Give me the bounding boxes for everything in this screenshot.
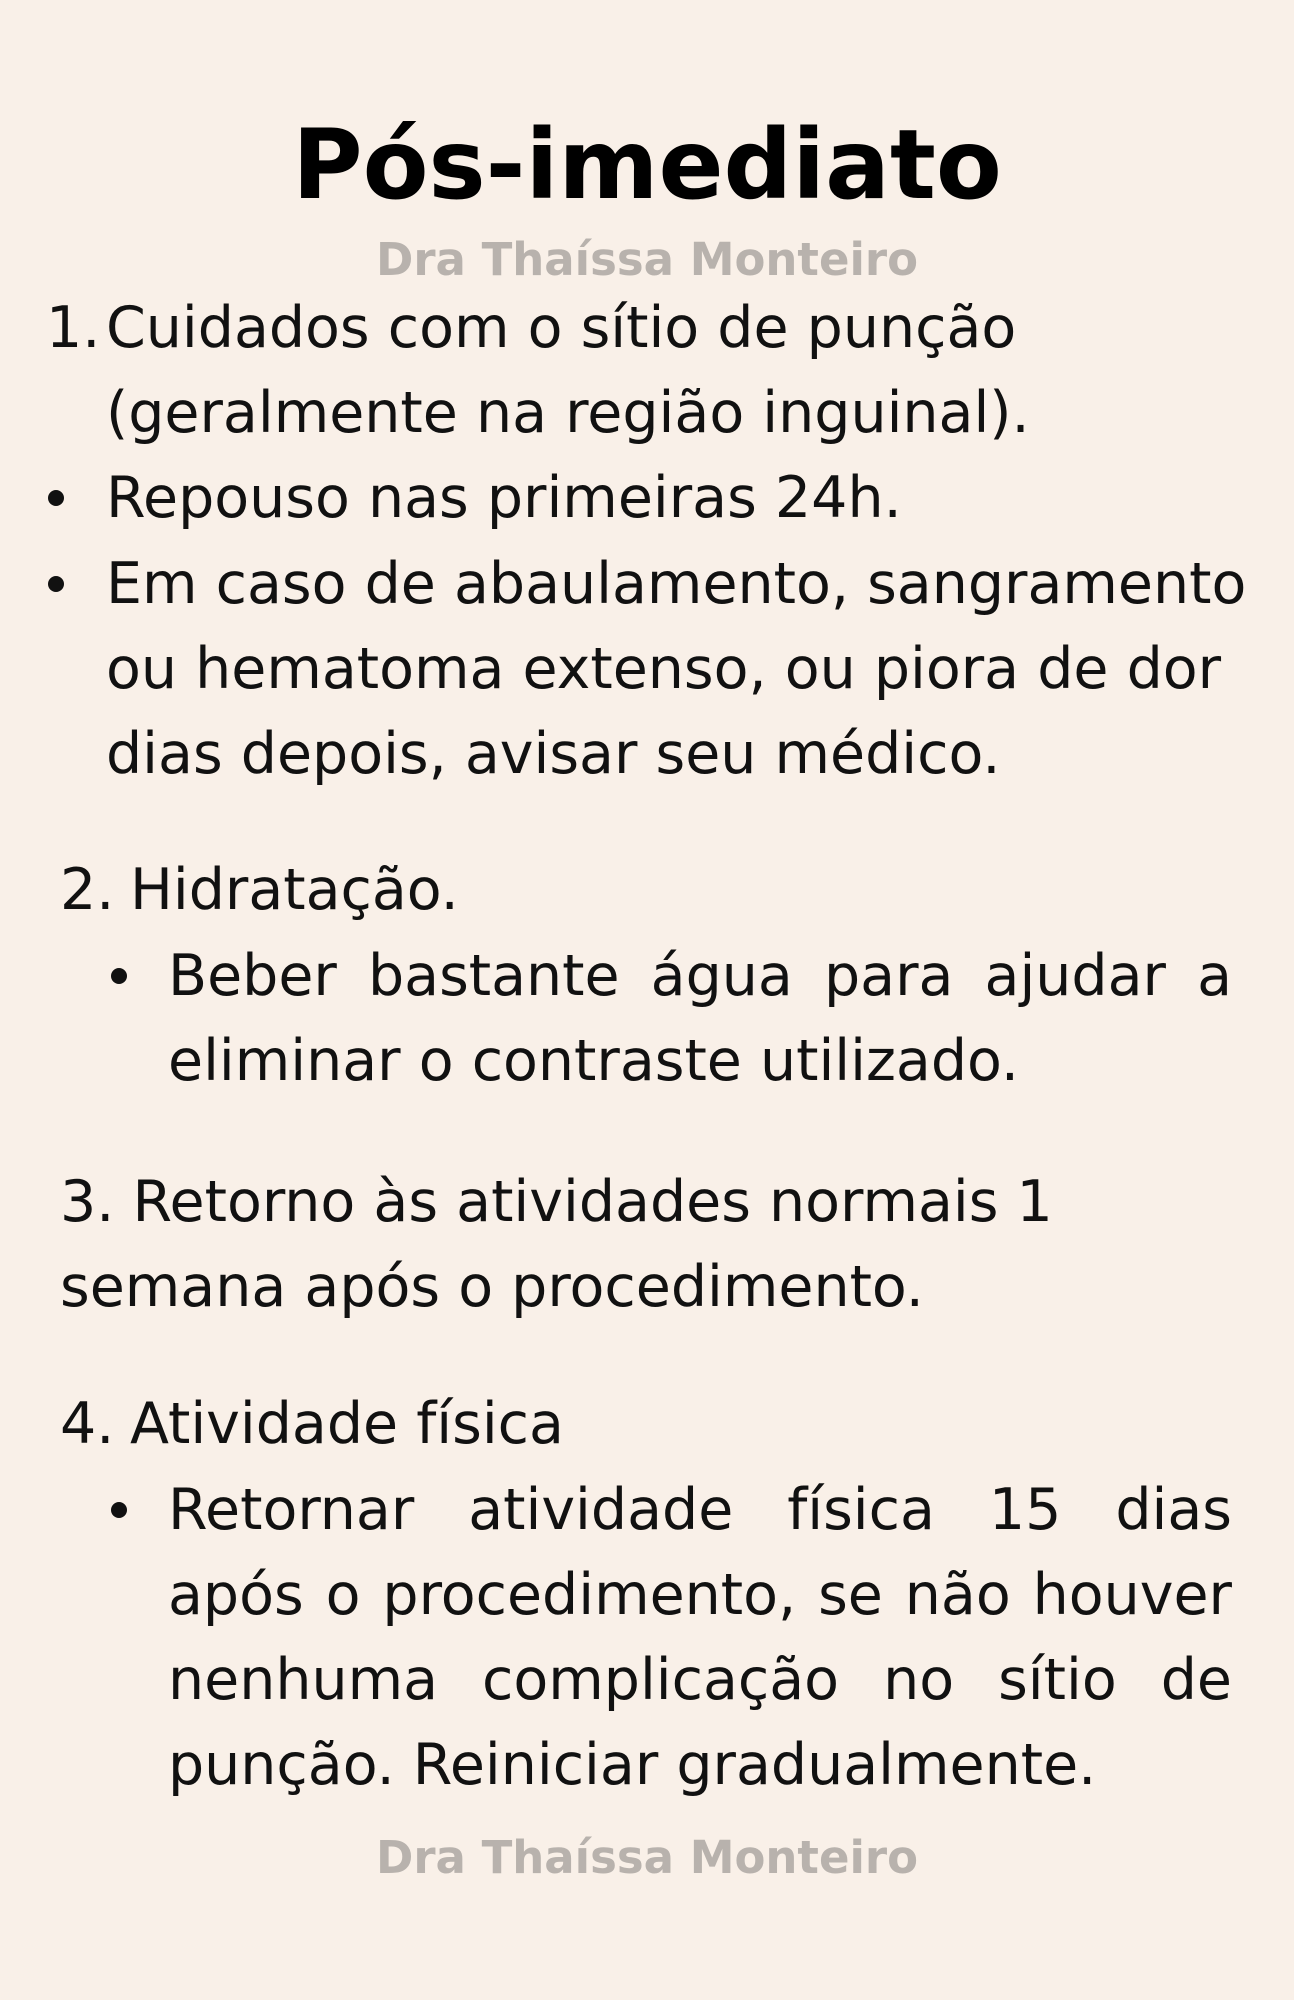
page-title: Pós-imediato: [292, 109, 1002, 221]
author-name-top: Dra Thaíssa Monteiro: [376, 233, 918, 286]
bullet-dot: [48, 576, 64, 592]
section-3-number: 3.: [60, 1169, 115, 1235]
section-2-heading: Hidratação.: [130, 857, 459, 923]
section-3-heading: Retorno às atividades normais 1 semana após o procedimento.: [60, 1169, 1053, 1320]
section-1-bullet-1: Repouso nas primeiras 24h.: [106, 465, 902, 531]
section-4-heading: Atividade física: [130, 1391, 564, 1457]
section-2-number: 2.: [60, 857, 115, 923]
bullet-dot: [111, 1502, 127, 1518]
section-4-bullet-1: Retornar atividade física 15 dias após o procedimento, se não houver nenhuma complicação no sítio de punção. Reiniciar gradualmente.: [168, 1477, 1232, 1798]
section-2-bullet-1: Beber bastante água para ajudar a eliminar o contraste utilizado.: [168, 943, 1232, 1094]
bullet-dot: [111, 968, 127, 984]
author-name-bottom: Dra Thaíssa Monteiro: [376, 1831, 918, 1884]
section-1-heading: Cuidados com o sítio de punção (geralmente na região inguinal).: [106, 295, 1030, 446]
section-1-number: 1.: [46, 295, 101, 361]
section-1-bullet-2: Em caso de abaulamento, sangramento ou hematoma extenso, ou piora de dor dias depois, avisar seu médico.: [106, 551, 1247, 787]
section-4-number: 4.: [60, 1391, 115, 1457]
section-3-text: [60, 1160, 1150, 1330]
bullet-dot: [48, 490, 64, 506]
